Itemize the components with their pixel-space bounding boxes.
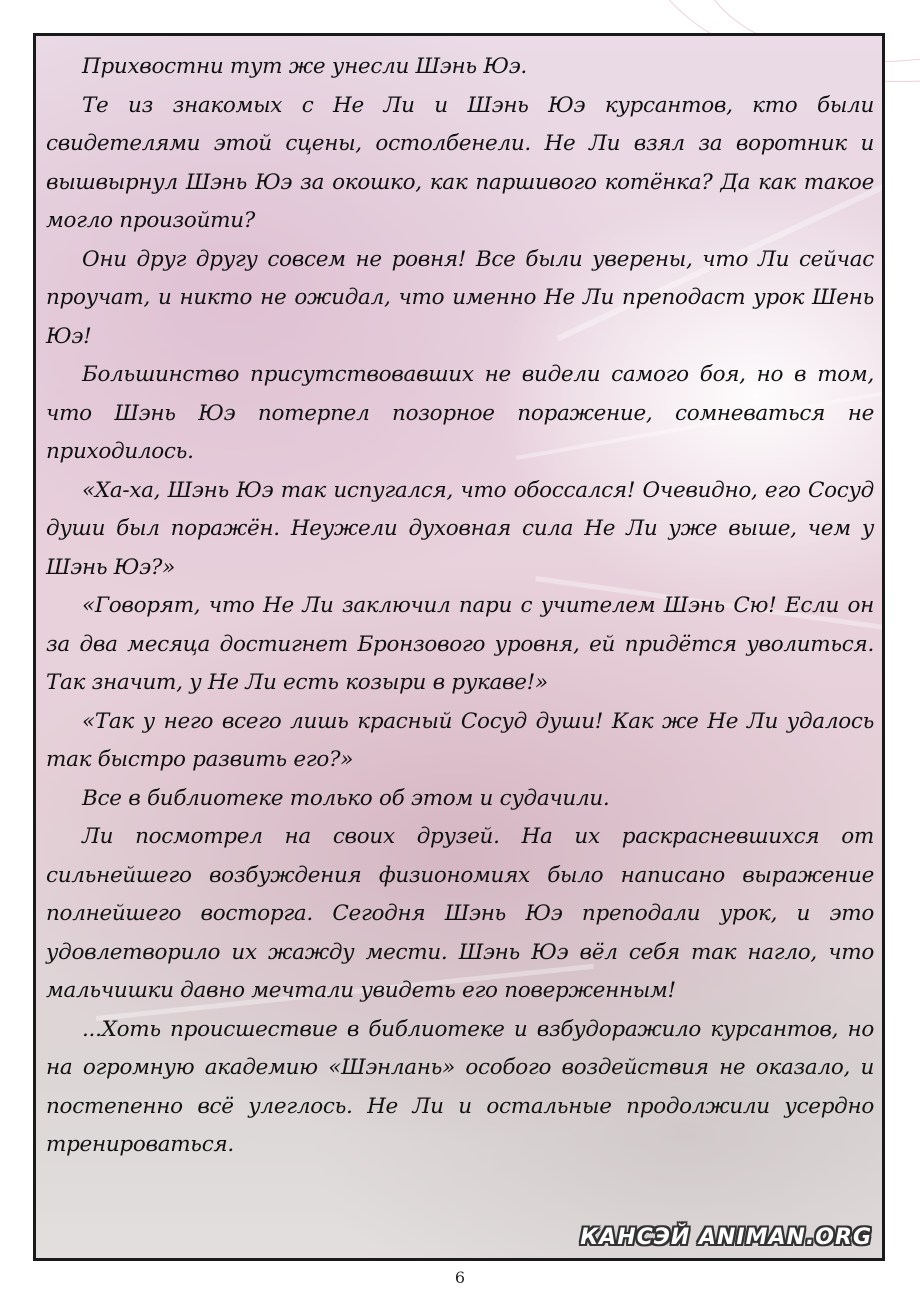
paragraph: Они друг другу совсем не ровня! Все были уверены, что Ли сейчас проучат, и никто не ожидал, что именно Не Ли преподаст урок Шень Юэ!: [46, 246, 874, 349]
paragraph: Те из знакомых с Не Ли и Шэнь Юэ курсантов, кто были свидетелями этой сцены, остолбенели. Не Ли взял за воротник и вышвырнул Шэнь Юэ за окошко, как паршивого котёнка? Да как такое могло произойти?: [46, 92, 874, 233]
paragraph: Ли посмотрел на своих друзей. На их раскрасневшихся от сильнейшего возбуждения физиономиях было написано выражение полнейшего восторга. Сегодня Шэнь Юэ преподали урок, и это удовлетворило их жажду мести. Шэнь Юэ вёл себя так нагло, что мальчишки давно мечтали увидеть его поверженным!: [46, 824, 874, 1003]
paragraph: «Так у него всего лишь красный Сосуд души! Как же Не Ли удалось так быстро развить его?»: [46, 708, 874, 772]
text-frame: [33, 33, 885, 1261]
watermark-logo: КАНСЭЙ ANIMAN.ORG: [580, 1225, 872, 1250]
paragraph: Прихвостни тут же унесли Шэнь Юэ.: [82, 54, 527, 79]
paragraph: «Говорят, что Не Ли заключил пари с учителем Шэнь Сю! Если он за два месяца достигнет Бронзового уровня, ей придётся уволиться. Так значит, у Не Ли есть козыри в рукаве!»: [46, 593, 874, 695]
page-number: 6: [454, 1268, 466, 1287]
paragraph: Большинство присутствовавших не видели самого боя, но в том, что Шэнь Юэ потерпел позорное поражение, сомневаться не приходилось.: [46, 362, 874, 464]
story-text: [46, 48, 874, 1165]
paragraph: «Ха-ха, Шэнь Юэ так испугался, что обоссался! Очевидно, его Сосуд души был поражён. Неужели духовная сила Не Ли уже выше, чем у Шэнь Юэ?»: [46, 477, 874, 580]
paragraph: ...Хоть происшествие в библиотеке и взбудоражило курсантов, но на огромную академию «Шэнлань» особого воздействия не оказало, и постепенно всё улеглось. Не Ли и остальные продолжили усердно тренироваться.: [46, 1016, 874, 1157]
paragraph: Все в библиотеке только об этом и судачили.: [82, 785, 610, 811]
